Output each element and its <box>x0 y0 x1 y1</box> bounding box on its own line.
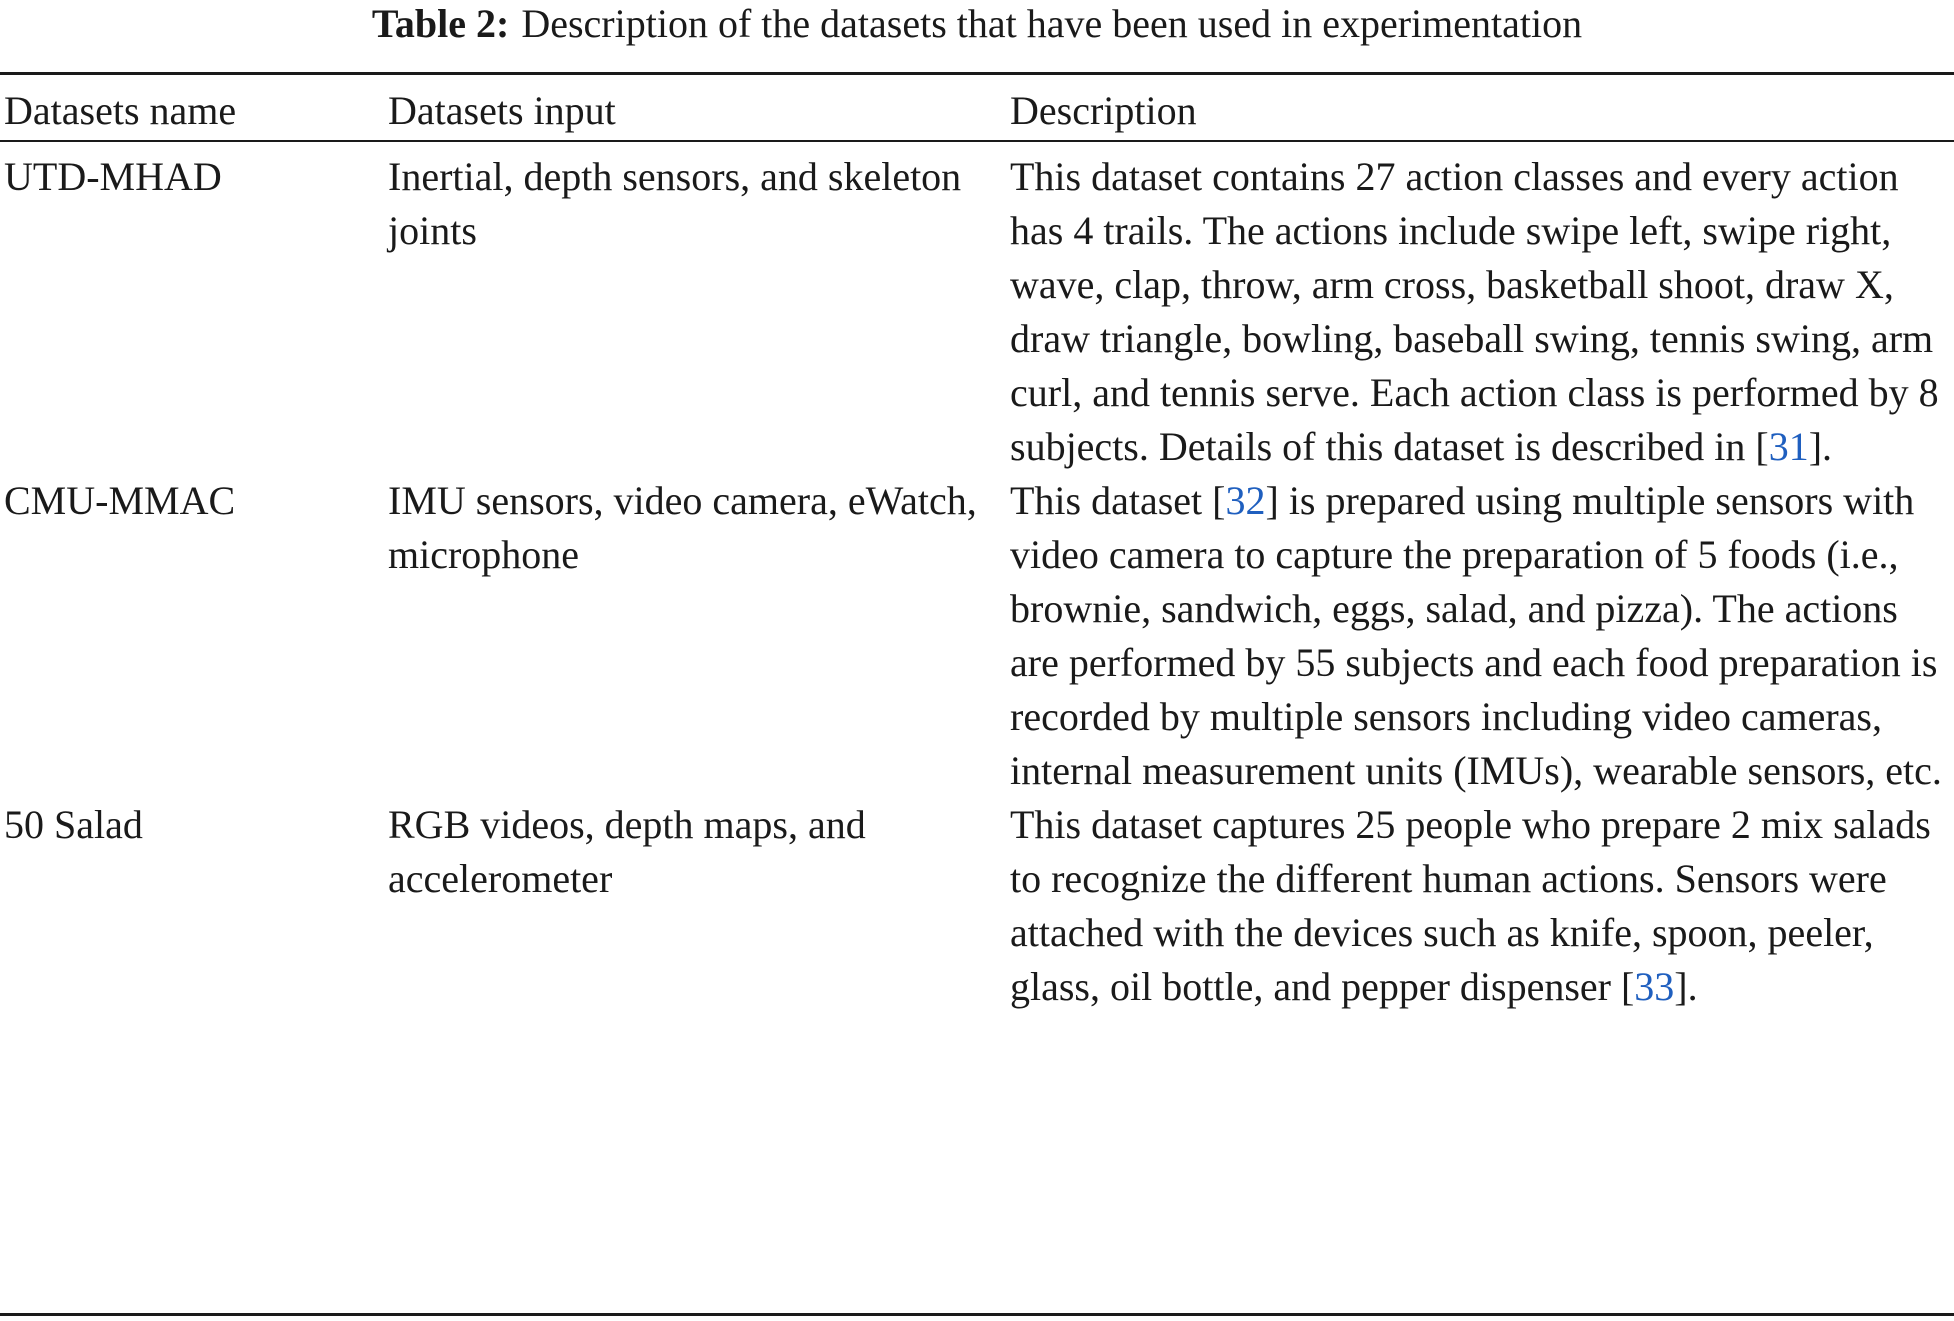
description-text: This dataset [ <box>1010 478 1226 523</box>
dataset-input: Inertial, depth sensors, and skeleton joints <box>388 154 962 253</box>
dataset-description <box>1010 142 1954 474</box>
description-text: This dataset captures 25 people who prepare 2 mix salads to recognize the different human actions. Sensors were attached with the devices such as knife, spoon, peeler, glass, oil bottle, and pepper dispenser [ <box>1010 802 1931 1009</box>
caption-text: Description of the datasets that have been used in experimentation <box>521 1 1583 46</box>
header-datasets-input: Datasets input <box>388 88 616 133</box>
table-row <box>0 798 1954 1014</box>
table-caption <box>0 0 1954 48</box>
description-text: ]. <box>1674 964 1698 1009</box>
header-datasets-name: Datasets name <box>4 88 237 133</box>
dataset-name: 50 Salad <box>4 802 143 847</box>
table-row <box>0 142 1954 474</box>
dataset-name: CMU-MMAC <box>4 478 236 523</box>
dataset-input: IMU sensors, video camera, eWatch, microphone <box>388 478 977 577</box>
caption-label: Table 2: <box>371 1 510 46</box>
header-row <box>0 84 1954 142</box>
description-text: This dataset contains 27 action classes and every action has 4 trails. The actions include swipe left, swipe right, wave, clap, throw, arm cross, basketball shoot, draw X, draw triangle, bowling, baseball swing, tennis swing, arm curl, and tennis serve. Each action class is performed by 8 subjects. Details of this dataset is described in [ <box>1010 154 1939 469</box>
dataset-input: RGB videos, depth maps, and accelerometer <box>388 802 866 901</box>
bottom-rule <box>0 1313 1954 1316</box>
dataset-description <box>1010 474 1954 798</box>
datasets-table <box>0 84 1954 1014</box>
table-row <box>0 474 1954 798</box>
citation-link[interactable]: 32 <box>1225 478 1266 523</box>
top-rule <box>0 72 1954 75</box>
citation-link[interactable]: 33 <box>1634 964 1675 1009</box>
description-text: ] is prepared using multiple sensors with video camera to capture the preparation of 5 foods (i.e., brownie, sandwich, eggs, salad, and pizza). The actions are performed by 55 subjects and each food preparation is recorded by multiple sensors including video cameras, internal measurement units (IMUs), wearable sensors, etc. <box>1010 478 1942 793</box>
citation-link[interactable]: 31 <box>1768 424 1809 469</box>
header-description: Description <box>1010 88 1197 133</box>
description-text: ]. <box>1808 424 1833 469</box>
dataset-description <box>1010 798 1954 1014</box>
dataset-name: UTD-MHAD <box>4 154 222 199</box>
